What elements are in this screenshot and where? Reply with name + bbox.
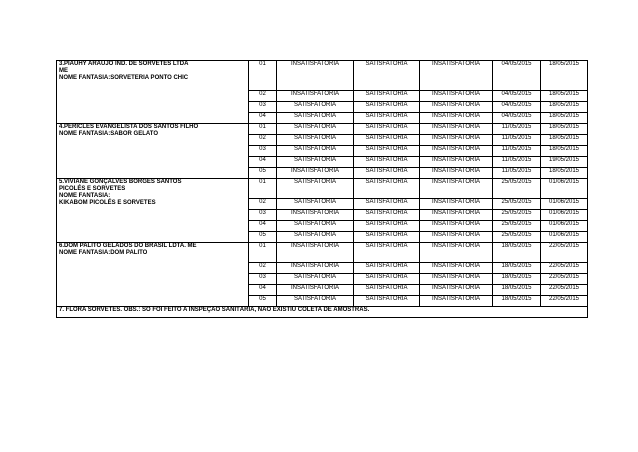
footer-row [57, 307, 588, 318]
result-1-cell: SATISFATÓRIA [277, 221, 354, 232]
result-3-cell: INSATISFATÓRIA [420, 113, 493, 124]
result-1-cell: INSATISFATÓRIA [277, 91, 354, 102]
report-date-cell: 18/05/2015 [541, 135, 588, 146]
report-date-cell: 01/06/2015 [541, 210, 588, 221]
result-2-cell: SATISFATÓRIA [354, 113, 420, 124]
sample-number-cell: 01 [249, 124, 277, 135]
result-2-cell: SATISFATÓRIA [354, 135, 420, 146]
collection-date-cell: 04/05/2015 [493, 113, 541, 124]
collection-date-cell: 18/05/2015 [493, 243, 541, 263]
company-line: NOME FANTASIA:SABOR GELATO [59, 131, 158, 137]
company-line: ME [59, 68, 68, 74]
report-date-cell: 18/05/2015 [541, 91, 588, 102]
result-3-cell: INSATISFATÓRIA [420, 274, 493, 285]
collection-date-cell: 04/05/2015 [493, 91, 541, 102]
report-date-cell: 22/05/2015 [541, 296, 588, 307]
company-line: 3.PIAUHY ARAUJO IND. DE SORVETES LTDA [59, 61, 189, 67]
collection-date-cell: 11/05/2015 [493, 124, 541, 135]
report-date-cell: 01/06/2015 [541, 199, 588, 210]
company-cell [57, 61, 249, 124]
result-2-cell: SATISFATÓRIA [354, 263, 420, 274]
result-2-cell: SATISFATÓRIA [354, 210, 420, 221]
company-line: 5.VIVIANE GONÇALVES BORGES SANTOS [59, 179, 182, 185]
result-2-cell: SATISFATÓRIA [354, 221, 420, 232]
result-3-cell: INSATISFATÓRIA [420, 263, 493, 274]
company-line: NOME FANTASIA: [59, 193, 111, 199]
report-date-cell: 18/05/2015 [541, 124, 588, 135]
report-date-cell: 19/05/2015 [541, 157, 588, 168]
collection-date-cell: 18/05/2015 [493, 285, 541, 296]
sample-number-cell: 04 [249, 157, 277, 168]
result-3-cell: INSATISFATÓRIA [420, 285, 493, 296]
collection-date-cell: 04/05/2015 [493, 61, 541, 91]
result-2-cell: SATISFATÓRIA [354, 124, 420, 135]
sample-number-cell: 04 [249, 221, 277, 232]
result-3-cell: INSATISFATÓRIA [420, 232, 493, 243]
result-1-cell: SATISFATÓRIA [277, 102, 354, 113]
collection-date-cell: 04/05/2015 [493, 102, 541, 113]
footer-note: 7. FLORA SORVETES. OBS.: SÓ FOI FEITO A INSPEÇÃO SANITÁRIA, NÃO EXISTIU COLETA DE AMOSTRAS. [57, 307, 588, 318]
collection-date-cell: 11/05/2015 [493, 146, 541, 157]
result-3-cell: INSATISFATÓRIA [420, 91, 493, 102]
sample-number-cell: 02 [249, 263, 277, 274]
result-1-cell: SATISFATÓRIA [277, 232, 354, 243]
company-line: 4.PÉRICLES EVANGELISTA DOS SANTOS FILHO [59, 124, 199, 130]
report-date-cell: 22/05/2015 [541, 285, 588, 296]
result-3-cell: INSATISFATÓRIA [420, 243, 493, 263]
result-2-cell: SATISFATÓRIA [354, 274, 420, 285]
company-line: 6.DOM PALITO GELADOS DO BRASIL LDTA. ME [59, 243, 197, 249]
company-line: KIKABOM PICOLÉS E SORVETES [59, 200, 156, 206]
result-1-cell: INSATISFATÓRIA [277, 168, 354, 179]
sample-number-cell: 03 [249, 274, 277, 285]
collection-date-cell: 11/05/2015 [493, 157, 541, 168]
collection-date-cell: 11/05/2015 [493, 135, 541, 146]
sample-number-cell: 05 [249, 296, 277, 307]
company-cell [57, 124, 249, 179]
sample-number-cell: 02 [249, 199, 277, 210]
result-2-cell: SATISFATÓRIA [354, 168, 420, 179]
result-3-cell: INSATISFATÓRIA [420, 102, 493, 113]
collection-date-cell: 25/05/2015 [493, 221, 541, 232]
result-1-cell: SATISFATÓRIA [277, 146, 354, 157]
company-line: NOME FANTASIA:SORVETERIA PONTO CHIC [59, 75, 189, 81]
result-3-cell: INSATISFATÓRIA [420, 124, 493, 135]
company-line: PICOLÉS E SORVETES [59, 186, 126, 192]
result-3-cell: INSATISFATÓRIA [420, 61, 493, 91]
result-2-cell: SATISFATÓRIA [354, 232, 420, 243]
result-2-cell: SATISFATÓRIA [354, 91, 420, 102]
result-1-cell: SATISFATÓRIA [277, 274, 354, 285]
sample-number-cell: 03 [249, 102, 277, 113]
result-3-cell: INSATISFATÓRIA [420, 210, 493, 221]
report-date-cell: 01/06/2015 [541, 232, 588, 243]
report-date-cell: 01/06/2015 [541, 179, 588, 199]
report-date-cell: 18/05/2015 [541, 102, 588, 113]
result-2-cell: SATISFATÓRIA [354, 296, 420, 307]
table-body [57, 61, 588, 307]
result-2-cell: SATISFATÓRIA [354, 179, 420, 199]
sample-number-cell: 02 [249, 135, 277, 146]
collection-date-cell: 25/05/2015 [493, 210, 541, 221]
sample-number-cell: 02 [249, 91, 277, 102]
report-date-cell: 18/05/2015 [541, 146, 588, 157]
result-2-cell: SATISFATÓRIA [354, 102, 420, 113]
result-1-cell: SATISFATÓRIA [277, 135, 354, 146]
table-row [57, 179, 588, 199]
inspection-results-table [56, 60, 588, 318]
collection-date-cell: 18/05/2015 [493, 263, 541, 274]
result-2-cell: SATISFATÓRIA [354, 157, 420, 168]
result-3-cell: INSATISFATÓRIA [420, 135, 493, 146]
result-2-cell: SATISFATÓRIA [354, 199, 420, 210]
result-2-cell: SATISFATÓRIA [354, 285, 420, 296]
collection-date-cell: 25/05/2015 [493, 199, 541, 210]
result-3-cell: INSATISFATÓRIA [420, 179, 493, 199]
result-1-cell: INSATISFATÓRIA [277, 263, 354, 274]
result-2-cell: SATISFATÓRIA [354, 243, 420, 263]
result-3-cell: INSATISFATÓRIA [420, 296, 493, 307]
result-1-cell: SATISFATÓRIA [277, 199, 354, 210]
result-3-cell: INSATISFATÓRIA [420, 199, 493, 210]
table-row [57, 124, 588, 135]
result-1-cell: SATISFATÓRIA [277, 124, 354, 135]
result-1-cell: INSATISFATÓRIA [277, 61, 354, 91]
sample-number-cell: 04 [249, 113, 277, 124]
collection-date-cell: 18/05/2015 [493, 296, 541, 307]
sample-number-cell: 05 [249, 168, 277, 179]
report-date-cell: 18/05/2015 [541, 113, 588, 124]
result-3-cell: INSATISFATÓRIA [420, 221, 493, 232]
collection-date-cell: 18/05/2015 [493, 274, 541, 285]
result-1-cell: INSATISFATÓRIA [277, 210, 354, 221]
sample-number-cell: 01 [249, 243, 277, 263]
result-3-cell: INSATISFATÓRIA [420, 168, 493, 179]
report-date-cell: 22/05/2015 [541, 274, 588, 285]
table-row [57, 61, 588, 91]
result-1-cell: INSATISFATÓRIA [277, 285, 354, 296]
result-1-cell: SATISFATÓRIA [277, 113, 354, 124]
collection-date-cell: 25/05/2015 [493, 179, 541, 199]
collection-date-cell: 11/05/2015 [493, 168, 541, 179]
collection-date-cell: 25/05/2015 [493, 232, 541, 243]
result-2-cell: SATISFATÓRIA [354, 61, 420, 91]
result-3-cell: INSATISFATÓRIA [420, 157, 493, 168]
sample-number-cell: 03 [249, 146, 277, 157]
result-3-cell: INSATISFATÓRIA [420, 146, 493, 157]
sample-number-cell: 01 [249, 61, 277, 91]
sample-number-cell: 04 [249, 285, 277, 296]
result-2-cell: SATISFATÓRIA [354, 146, 420, 157]
table-row [57, 243, 588, 263]
company-cell [57, 243, 249, 307]
company-cell [57, 179, 249, 243]
company-line: NOME FANTASIA:DOM PALITO [59, 250, 148, 256]
sample-number-cell: 05 [249, 232, 277, 243]
report-date-cell: 01/06/2015 [541, 221, 588, 232]
result-1-cell: INSATISFATÓRIA [277, 243, 354, 263]
sample-number-cell: 03 [249, 210, 277, 221]
report-date-cell: 18/05/2015 [541, 61, 588, 91]
report-date-cell: 22/05/2015 [541, 263, 588, 274]
report-date-cell: 22/05/2015 [541, 243, 588, 263]
report-date-cell: 18/05/2015 [541, 168, 588, 179]
sample-number-cell: 01 [249, 179, 277, 199]
result-1-cell: SATISFATÓRIA [277, 296, 354, 307]
result-1-cell: SATISFATÓRIA [277, 179, 354, 199]
result-1-cell: SATISFATÓRIA [277, 157, 354, 168]
